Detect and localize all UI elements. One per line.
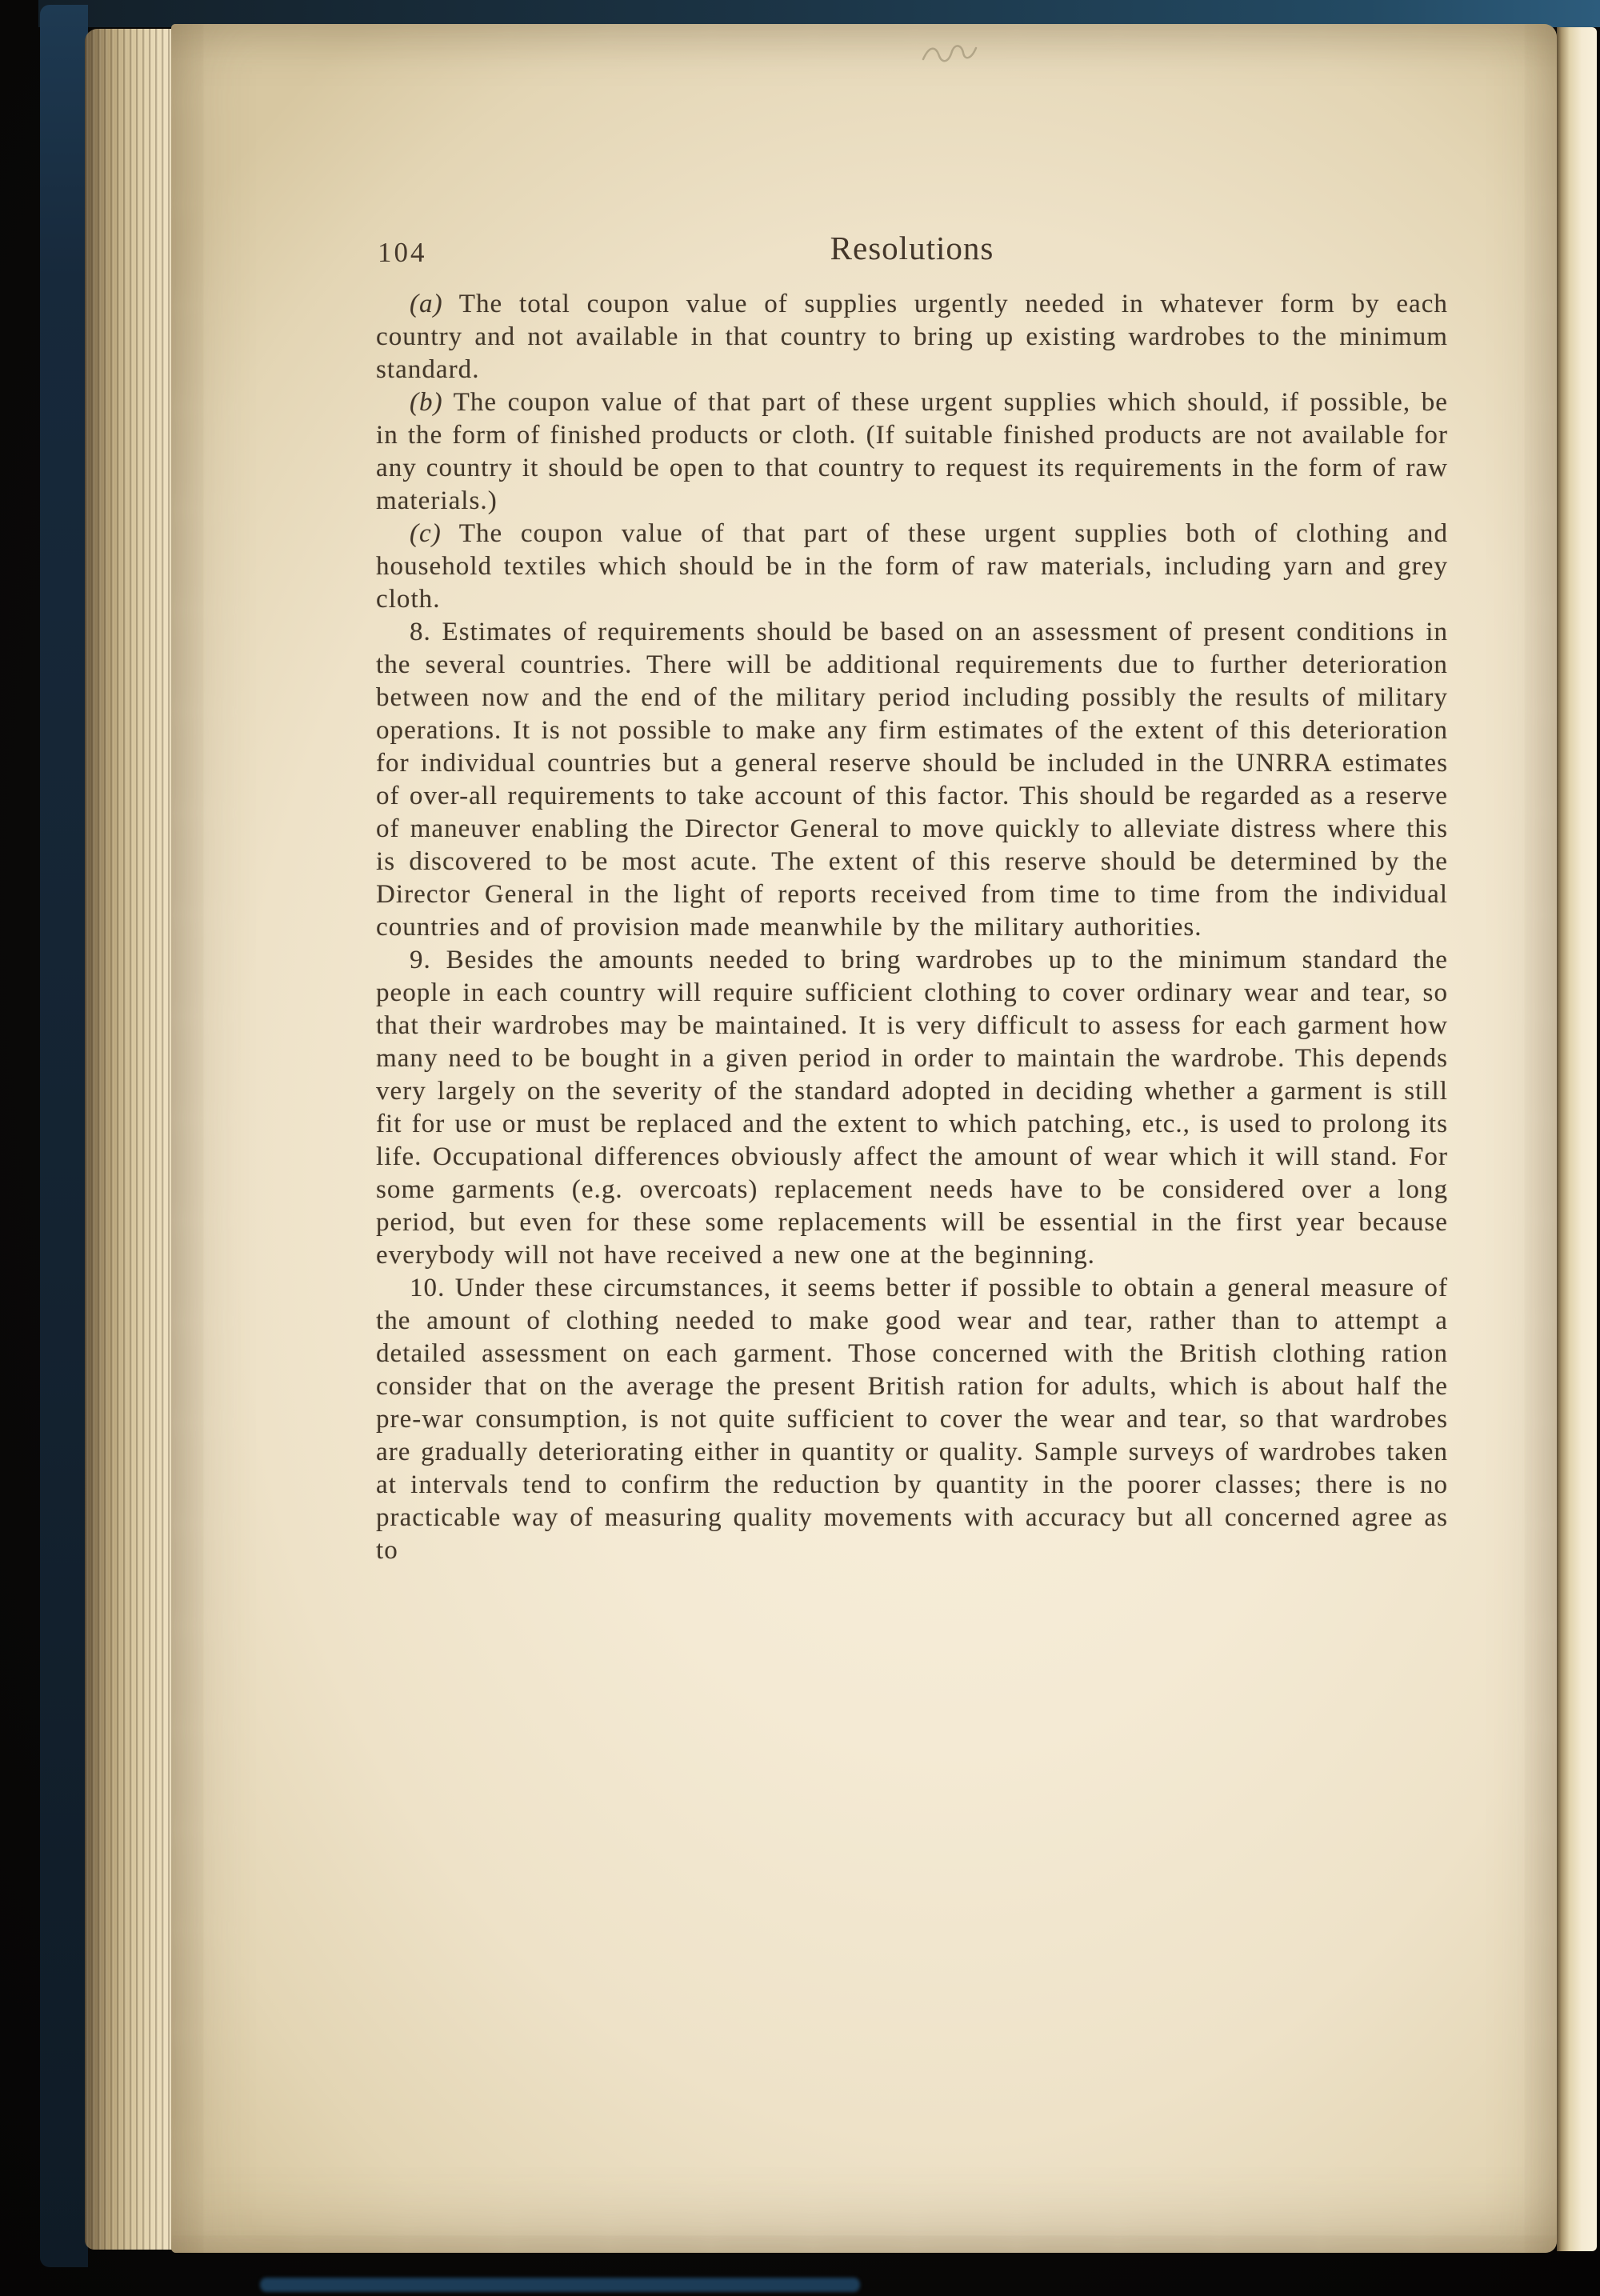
paragraph-10 [376,1272,1448,1567]
paragraph-label: (a) [410,290,443,318]
paragraph-9 [376,944,1448,1272]
paragraph-label: 9. [410,946,431,974]
paragraph-text: Under these circumstances, it seems better if possible to obtain a general measure of the amount of clothing needed to make good wear and tear, rather than to attempt a detailed assessment on each garment. Those concerned with the British clothing ration consider that on the average the present British ration for adults, which is about half the pre-war consumption, is not quite sufficient to cover the wear and tear, so that wardrobes are gradually deteriorating either in quantity or quality. Sample surveys of wardrobes taken at intervals tend to confirm the reduction by quantity in the poorer classes; there is no practicable way of measuring quality movements with accuracy but all concerned agree as to [376,1274,1448,1565]
page-number: 104 [378,237,427,268]
paragraph-item-c [376,518,1448,616]
paragraph-8 [376,616,1448,944]
pencil-mark [918,35,990,70]
paragraph-text: The coupon value of that part of these urgent supplies both of clothing and household textiles which should be in the form of raw materials, including yarn and grey cloth. [376,519,1448,614]
facing-page-edge [1557,27,1597,2251]
paragraph-text: The total coupon value of supplies urgently needed in whatever form by each country and not available in that country to bring up existing wardrobes to the minimum standard. [376,290,1448,384]
paragraph-text: The coupon value of that part of these urgent supplies which should, if possible, be in the form of finished products or cloth. (If suitable finished products are not available for any country it should be open to that country to request its requirements in the form of raw materials.) [376,388,1448,515]
book-cover-spine [40,5,88,2267]
paragraph-item-b [376,386,1448,518]
paragraph-label: (c) [410,519,442,548]
page-text-block [376,229,1448,1567]
paragraph-text: Estimates of requirements should be based on an assessment of present conditions in the several countries. There will be additional requirements due to further deterioration between now and the end of the military period including possibly the results of military operations. It is not possible to make any firm estimates of the extent of this deterioration for individual countries but a general reserve should be included in the UNRRA estimates of over-all requirements to take account of this factor. This should be regarded as a reserve of maneuver enabling the Director General to move quickly to alleviate distress where this is discovered to be most acute. The extent of this reserve should be determined by the Director General in the light of reports received from time to time from the individual countries and of provision made meanwhile by the military authorities. [376,618,1448,942]
paragraph-label: 8. [410,618,431,646]
running-header: Resolutions [830,230,994,266]
book-cover-top-edge [38,0,1600,27]
book-page [171,24,1557,2253]
page-body [376,288,1448,1567]
book-cover-bottom-edge [260,2278,860,2292]
paragraph-text: Besides the amounts needed to bring wardrobes up to the minimum standard the people in each country will require sufficient clothing to cover ordinary wear and tear, so that their wardrobes may be maintained. It is very difficult to assess for each garment how many need to be bought in a given period in order to maintain the wardrobe. This depends very largely on the severity of the standard adopted in deciding whether a garment is still fit for use or must be replaced and the extent to which patching, etc., is used to prolong its life. Occupational differences obviously affect the amount of wear which it will stand. For some garments (e.g. overcoats) replacement needs have to be considered over a long period, but even for these some replacements will be essential in the first year because everybody will not have received a new one at the beginning. [376,946,1448,1270]
page-stack-fore-edge [85,29,173,2250]
page-header [376,229,1448,288]
paragraph-item-a [376,288,1448,386]
paragraph-label: (b) [410,388,443,417]
paragraph-label: 10. [410,1274,446,1302]
